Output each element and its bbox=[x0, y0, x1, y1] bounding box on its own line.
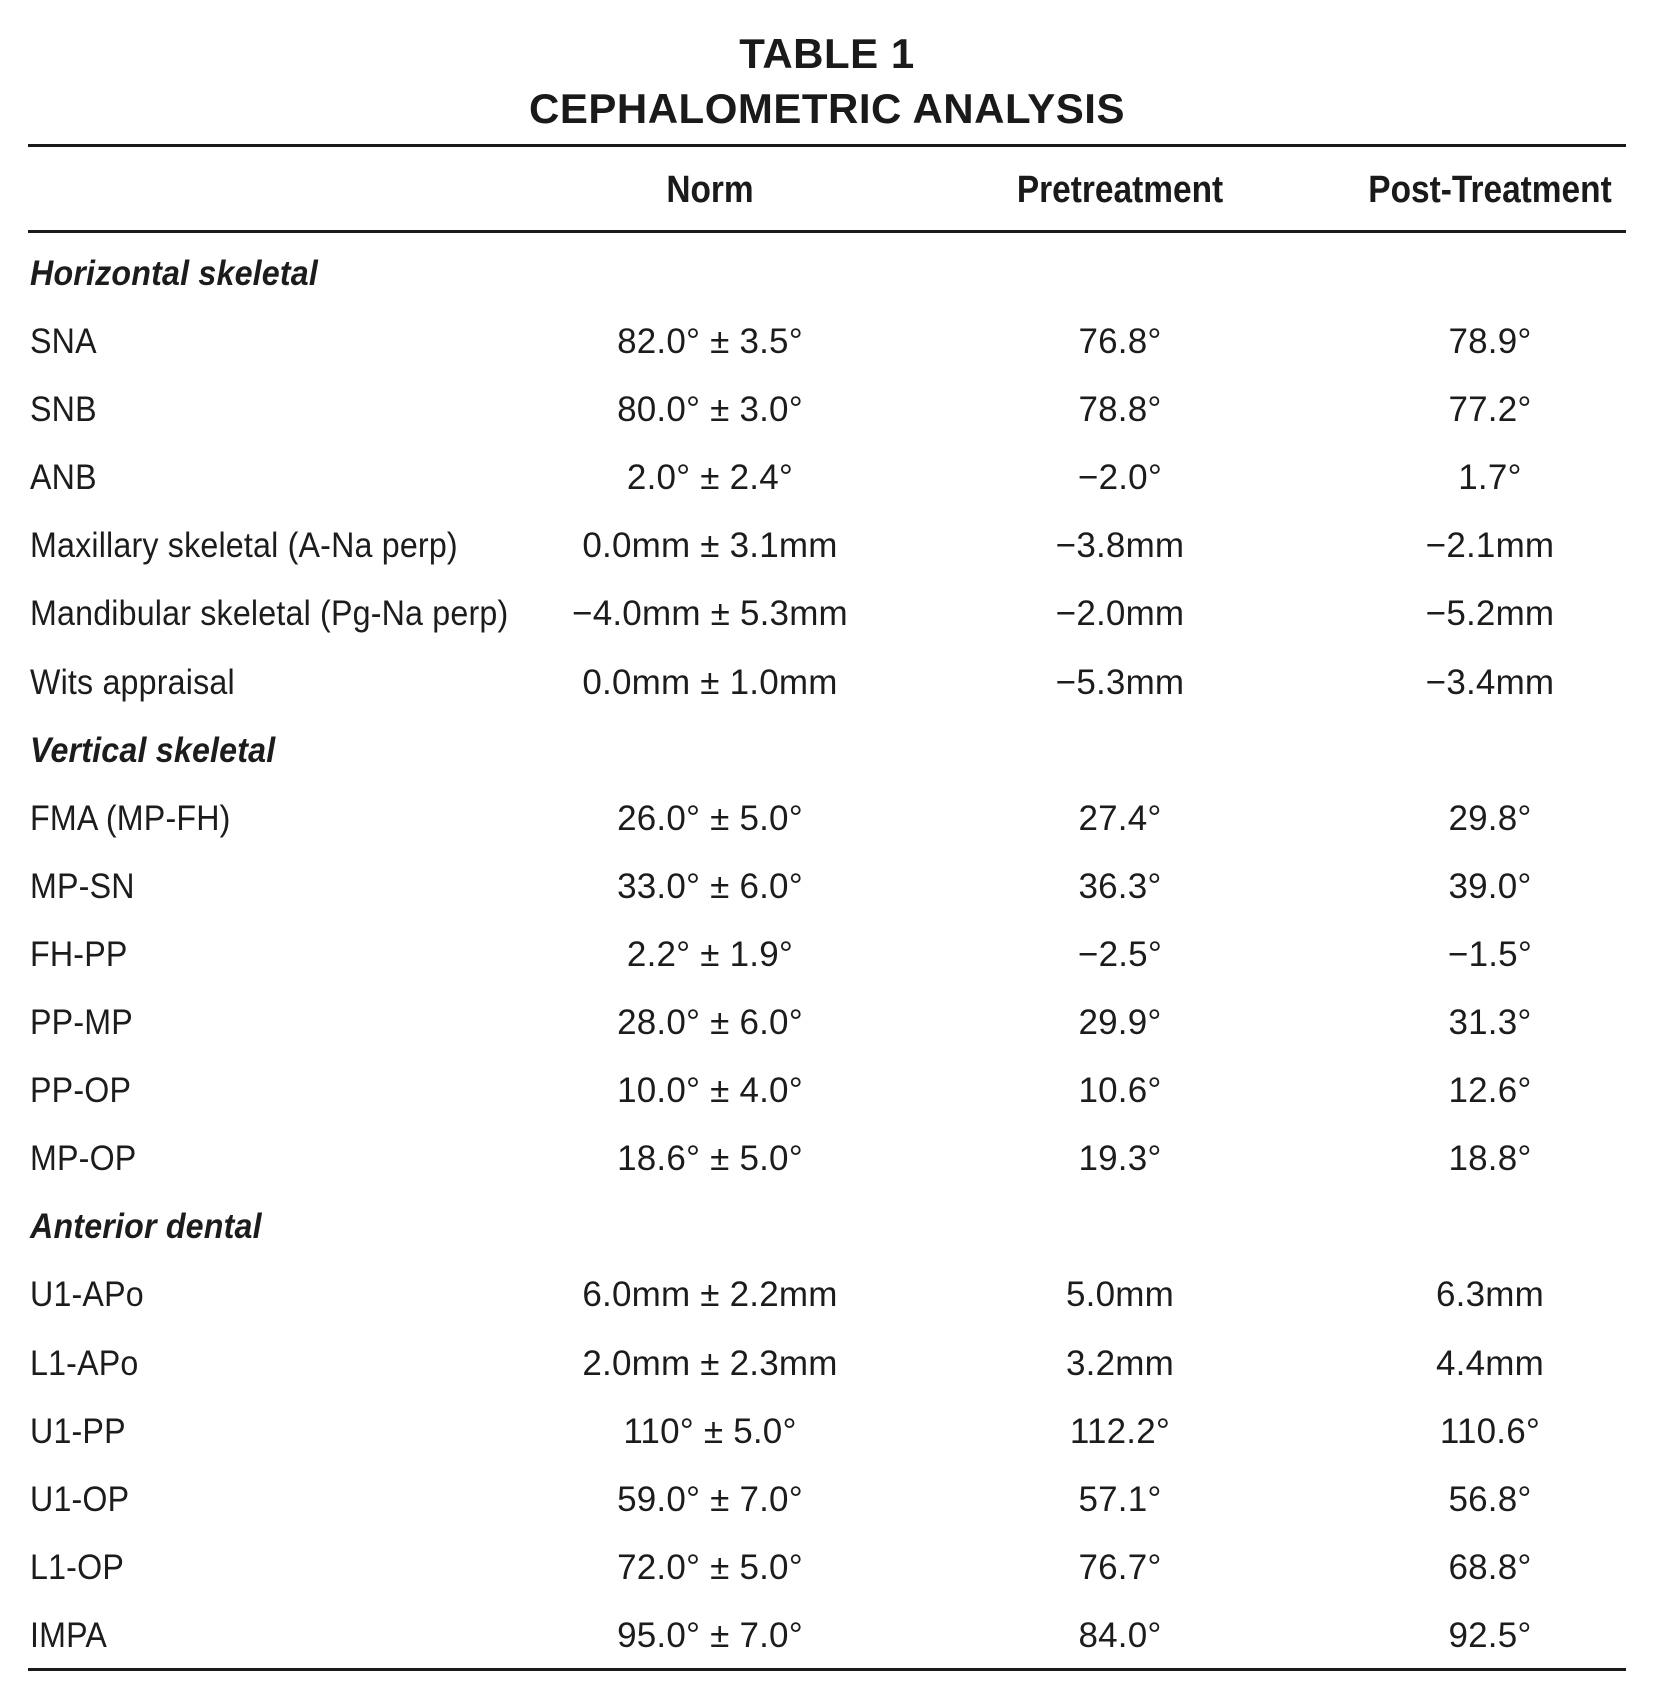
pretreatment-value: 10.6° bbox=[1078, 1071, 1162, 1111]
table-row bbox=[0, 1466, 1654, 1534]
post-treatment-value: −3.4mm bbox=[1425, 662, 1555, 702]
post-treatment-value: 77.2° bbox=[1448, 390, 1532, 430]
section-row bbox=[0, 1193, 1654, 1261]
top-rule bbox=[28, 144, 1626, 147]
pretreatment-value: 76.7° bbox=[1078, 1547, 1162, 1587]
pretreatment-value: 84.0° bbox=[1078, 1615, 1162, 1655]
norm-value: 2.0° ± 2.4° bbox=[626, 458, 794, 498]
post-treatment-value: 29.8° bbox=[1448, 798, 1532, 838]
post-treatment-value: −5.2mm bbox=[1425, 594, 1555, 634]
table-body bbox=[0, 240, 1654, 1670]
norm-value: 110° ± 5.0° bbox=[623, 1411, 797, 1451]
table-row bbox=[0, 649, 1654, 717]
norm-value: 2.2° ± 1.9° bbox=[626, 934, 794, 974]
table-number: TABLE 1 bbox=[739, 30, 915, 77]
table-title bbox=[0, 26, 1654, 136]
pretreatment-value: 76.8° bbox=[1078, 322, 1162, 362]
table-row bbox=[0, 853, 1654, 921]
row-label: MP-OP bbox=[30, 1139, 137, 1179]
pretreatment-value: 57.1° bbox=[1078, 1479, 1162, 1519]
row-label: FH-PP bbox=[30, 934, 128, 974]
table-row bbox=[0, 989, 1654, 1057]
norm-value: 0.0mm ± 1.0mm bbox=[582, 662, 838, 702]
post-treatment-value: 68.8° bbox=[1448, 1547, 1532, 1587]
post-treatment-value: 18.8° bbox=[1448, 1139, 1532, 1179]
table-row bbox=[0, 921, 1654, 989]
norm-value: 80.0° ± 3.0° bbox=[617, 390, 803, 430]
pretreatment-value: 29.9° bbox=[1078, 1003, 1162, 1043]
pretreatment-value: 27.4° bbox=[1078, 798, 1162, 838]
table-row bbox=[0, 1125, 1654, 1193]
bottom-rule bbox=[28, 1668, 1626, 1671]
row-label: IMPA bbox=[30, 1615, 108, 1655]
post-treatment-value: −1.5° bbox=[1447, 934, 1533, 974]
pretreatment-value: 5.0mm bbox=[1066, 1275, 1174, 1315]
norm-value: 33.0° ± 6.0° bbox=[617, 866, 803, 906]
row-label: PP-OP bbox=[30, 1071, 132, 1111]
norm-value: 72.0° ± 5.0° bbox=[617, 1547, 803, 1587]
section-row bbox=[0, 717, 1654, 785]
row-label: Maxillary skeletal (A-Na perp) bbox=[30, 526, 458, 566]
row-label: L1-APo bbox=[30, 1343, 139, 1383]
table-caption: CEPHALOMETRIC ANALYSIS bbox=[529, 85, 1125, 132]
norm-value: 2.0mm ± 2.3mm bbox=[582, 1343, 838, 1383]
table-row bbox=[0, 512, 1654, 580]
table-row bbox=[0, 1398, 1654, 1466]
pretreatment-value: 78.8° bbox=[1078, 390, 1162, 430]
section-label: Anterior dental bbox=[30, 1207, 262, 1247]
row-label: U1-OP bbox=[30, 1479, 130, 1519]
row-label: MP-SN bbox=[30, 866, 135, 906]
post-treatment-value: 92.5° bbox=[1448, 1615, 1532, 1655]
table-row bbox=[0, 1261, 1654, 1329]
table-row bbox=[0, 444, 1654, 512]
row-label: PP-MP bbox=[30, 1003, 133, 1043]
norm-value: 6.0mm ± 2.2mm bbox=[582, 1275, 838, 1315]
row-label: SNB bbox=[30, 390, 97, 430]
row-label: L1-OP bbox=[30, 1547, 124, 1587]
post-treatment-value: 1.7° bbox=[1458, 458, 1522, 498]
row-label: U1-APo bbox=[30, 1275, 144, 1315]
header-norm: Norm bbox=[666, 169, 754, 211]
row-label: FMA (MP-FH) bbox=[30, 798, 231, 838]
post-treatment-value: 110.6° bbox=[1439, 1411, 1541, 1451]
table-row bbox=[0, 376, 1654, 444]
header-pretreatment: Pretreatment bbox=[1016, 169, 1224, 211]
post-treatment-value: 78.9° bbox=[1448, 322, 1532, 362]
post-treatment-value: 6.3mm bbox=[1436, 1275, 1544, 1315]
table-row bbox=[0, 1057, 1654, 1125]
table-row bbox=[0, 1534, 1654, 1602]
row-label: Wits appraisal bbox=[30, 662, 235, 702]
pretreatment-value: −2.5° bbox=[1077, 934, 1163, 974]
pretreatment-value: 3.2mm bbox=[1066, 1343, 1174, 1383]
post-treatment-value: 56.8° bbox=[1448, 1479, 1532, 1519]
norm-value: 82.0° ± 3.5° bbox=[617, 322, 803, 362]
header-rule bbox=[28, 230, 1626, 233]
pretreatment-value: −2.0mm bbox=[1055, 594, 1185, 634]
norm-value: 59.0° ± 7.0° bbox=[617, 1479, 803, 1519]
section-label: Horizontal skeletal bbox=[30, 254, 319, 293]
header-post-treatment: Post-Treatment bbox=[1368, 169, 1612, 211]
pretreatment-value: 19.3° bbox=[1078, 1139, 1162, 1179]
norm-value: 28.0° ± 6.0° bbox=[617, 1003, 803, 1043]
norm-value: 10.0° ± 4.0° bbox=[617, 1071, 803, 1111]
post-treatment-value: 39.0° bbox=[1448, 866, 1532, 906]
row-label: ANB bbox=[30, 458, 97, 498]
table-row bbox=[0, 1330, 1654, 1398]
post-treatment-value: 4.4mm bbox=[1436, 1343, 1544, 1383]
post-treatment-value: −2.1mm bbox=[1425, 526, 1555, 566]
table-row bbox=[0, 785, 1654, 853]
pretreatment-value: −5.3mm bbox=[1055, 662, 1185, 702]
pretreatment-value: 36.3° bbox=[1078, 866, 1162, 906]
table-row bbox=[0, 580, 1654, 648]
pretreatment-value: −3.8mm bbox=[1055, 526, 1185, 566]
norm-value: 95.0° ± 7.0° bbox=[617, 1615, 803, 1655]
norm-value: 0.0mm ± 3.1mm bbox=[582, 526, 838, 566]
post-treatment-value: 31.3° bbox=[1448, 1003, 1532, 1043]
table-header-row bbox=[0, 152, 1654, 228]
norm-value: 18.6° ± 5.0° bbox=[617, 1139, 803, 1179]
table-row bbox=[0, 308, 1654, 376]
norm-value: −4.0mm ± 5.3mm bbox=[572, 594, 848, 634]
section-label: Vertical skeletal bbox=[30, 730, 276, 770]
pretreatment-value: −2.0° bbox=[1077, 458, 1163, 498]
row-label: U1-PP bbox=[30, 1411, 126, 1451]
row-label: SNA bbox=[30, 322, 97, 362]
table-row bbox=[0, 1602, 1654, 1670]
pretreatment-value: 112.2° bbox=[1069, 1411, 1171, 1451]
section-row bbox=[0, 240, 1654, 308]
row-label: Mandibular skeletal (Pg-Na perp) bbox=[30, 594, 509, 634]
norm-value: 26.0° ± 5.0° bbox=[617, 798, 803, 838]
post-treatment-value: 12.6° bbox=[1448, 1071, 1532, 1111]
